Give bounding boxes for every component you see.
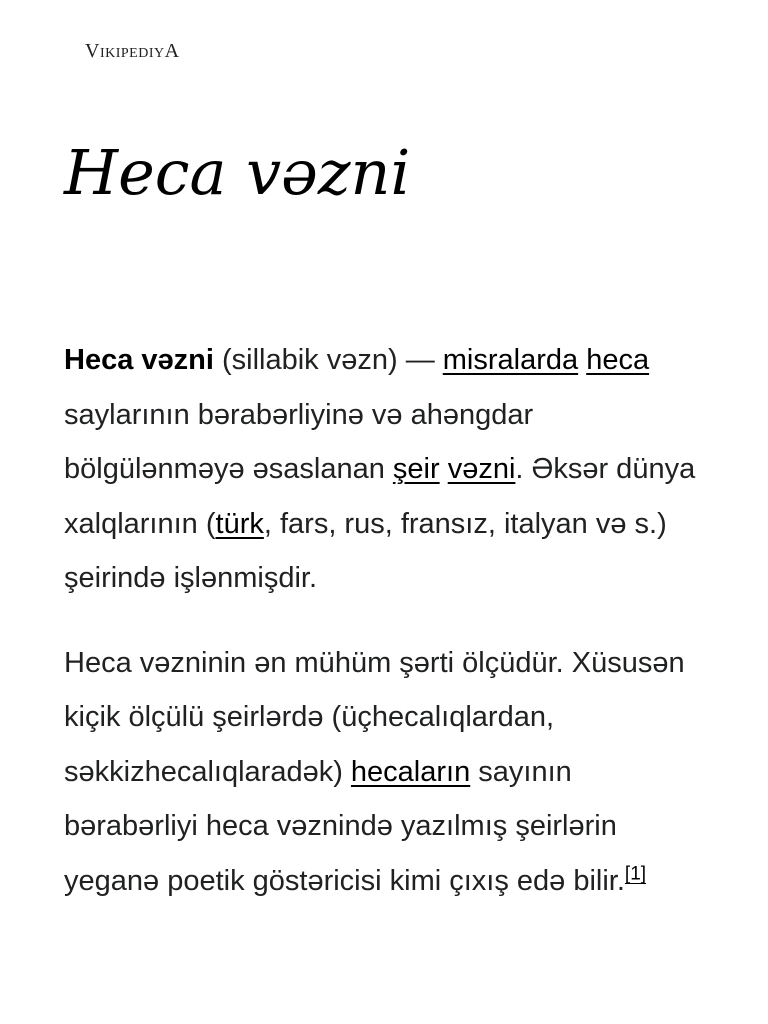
- article-content: [64, 333, 709, 938]
- reference-superscript: [625, 863, 646, 884]
- bold-term: Heca vəzni: [64, 344, 214, 376]
- text-span: [578, 344, 586, 376]
- text-span: sayının bərabərliyi heca vəznində yazılmış şeirlərin yeganə poetik göstəricisi kimi çıxış edə bilir.: [64, 755, 625, 897]
- link-vezni[interactable]: vəzni: [447, 453, 516, 485]
- text-span: , fars, rus, fransız, italyan və s.) şeirində işlənmişdir.: [64, 507, 667, 594]
- text-span: . Əksər dünya xalqlarının (: [64, 453, 696, 540]
- link-seir[interactable]: şeir: [392, 453, 440, 485]
- text-span: [440, 453, 448, 485]
- link-misralarda[interactable]: misralarda: [442, 344, 579, 376]
- paragraph-2: [64, 636, 709, 909]
- text-span: Heca vəzninin ən mühüm şərti ölçüdür. Xüsusən kiçik ölçülü şeirlərdə (üçhecalıqlardan, səkkizhecalıqlaradək): [64, 646, 685, 788]
- page-title: Heca vəzni: [64, 136, 411, 209]
- link-heca[interactable]: heca: [586, 344, 650, 376]
- link-hecalarin[interactable]: hecaların: [350, 755, 471, 788]
- reference-link-1[interactable]: [1]: [624, 862, 647, 884]
- wikipedia-wordmark[interactable]: VikipediyA: [85, 40, 180, 62]
- paragraph-1: [64, 333, 709, 606]
- text-span: (sillabik vəzn) —: [213, 344, 443, 376]
- link-turk[interactable]: türk: [215, 507, 264, 540]
- text-span: saylarının bərabərliyinə və ahəngdar bölgülənməyə əsaslanan: [64, 398, 534, 485]
